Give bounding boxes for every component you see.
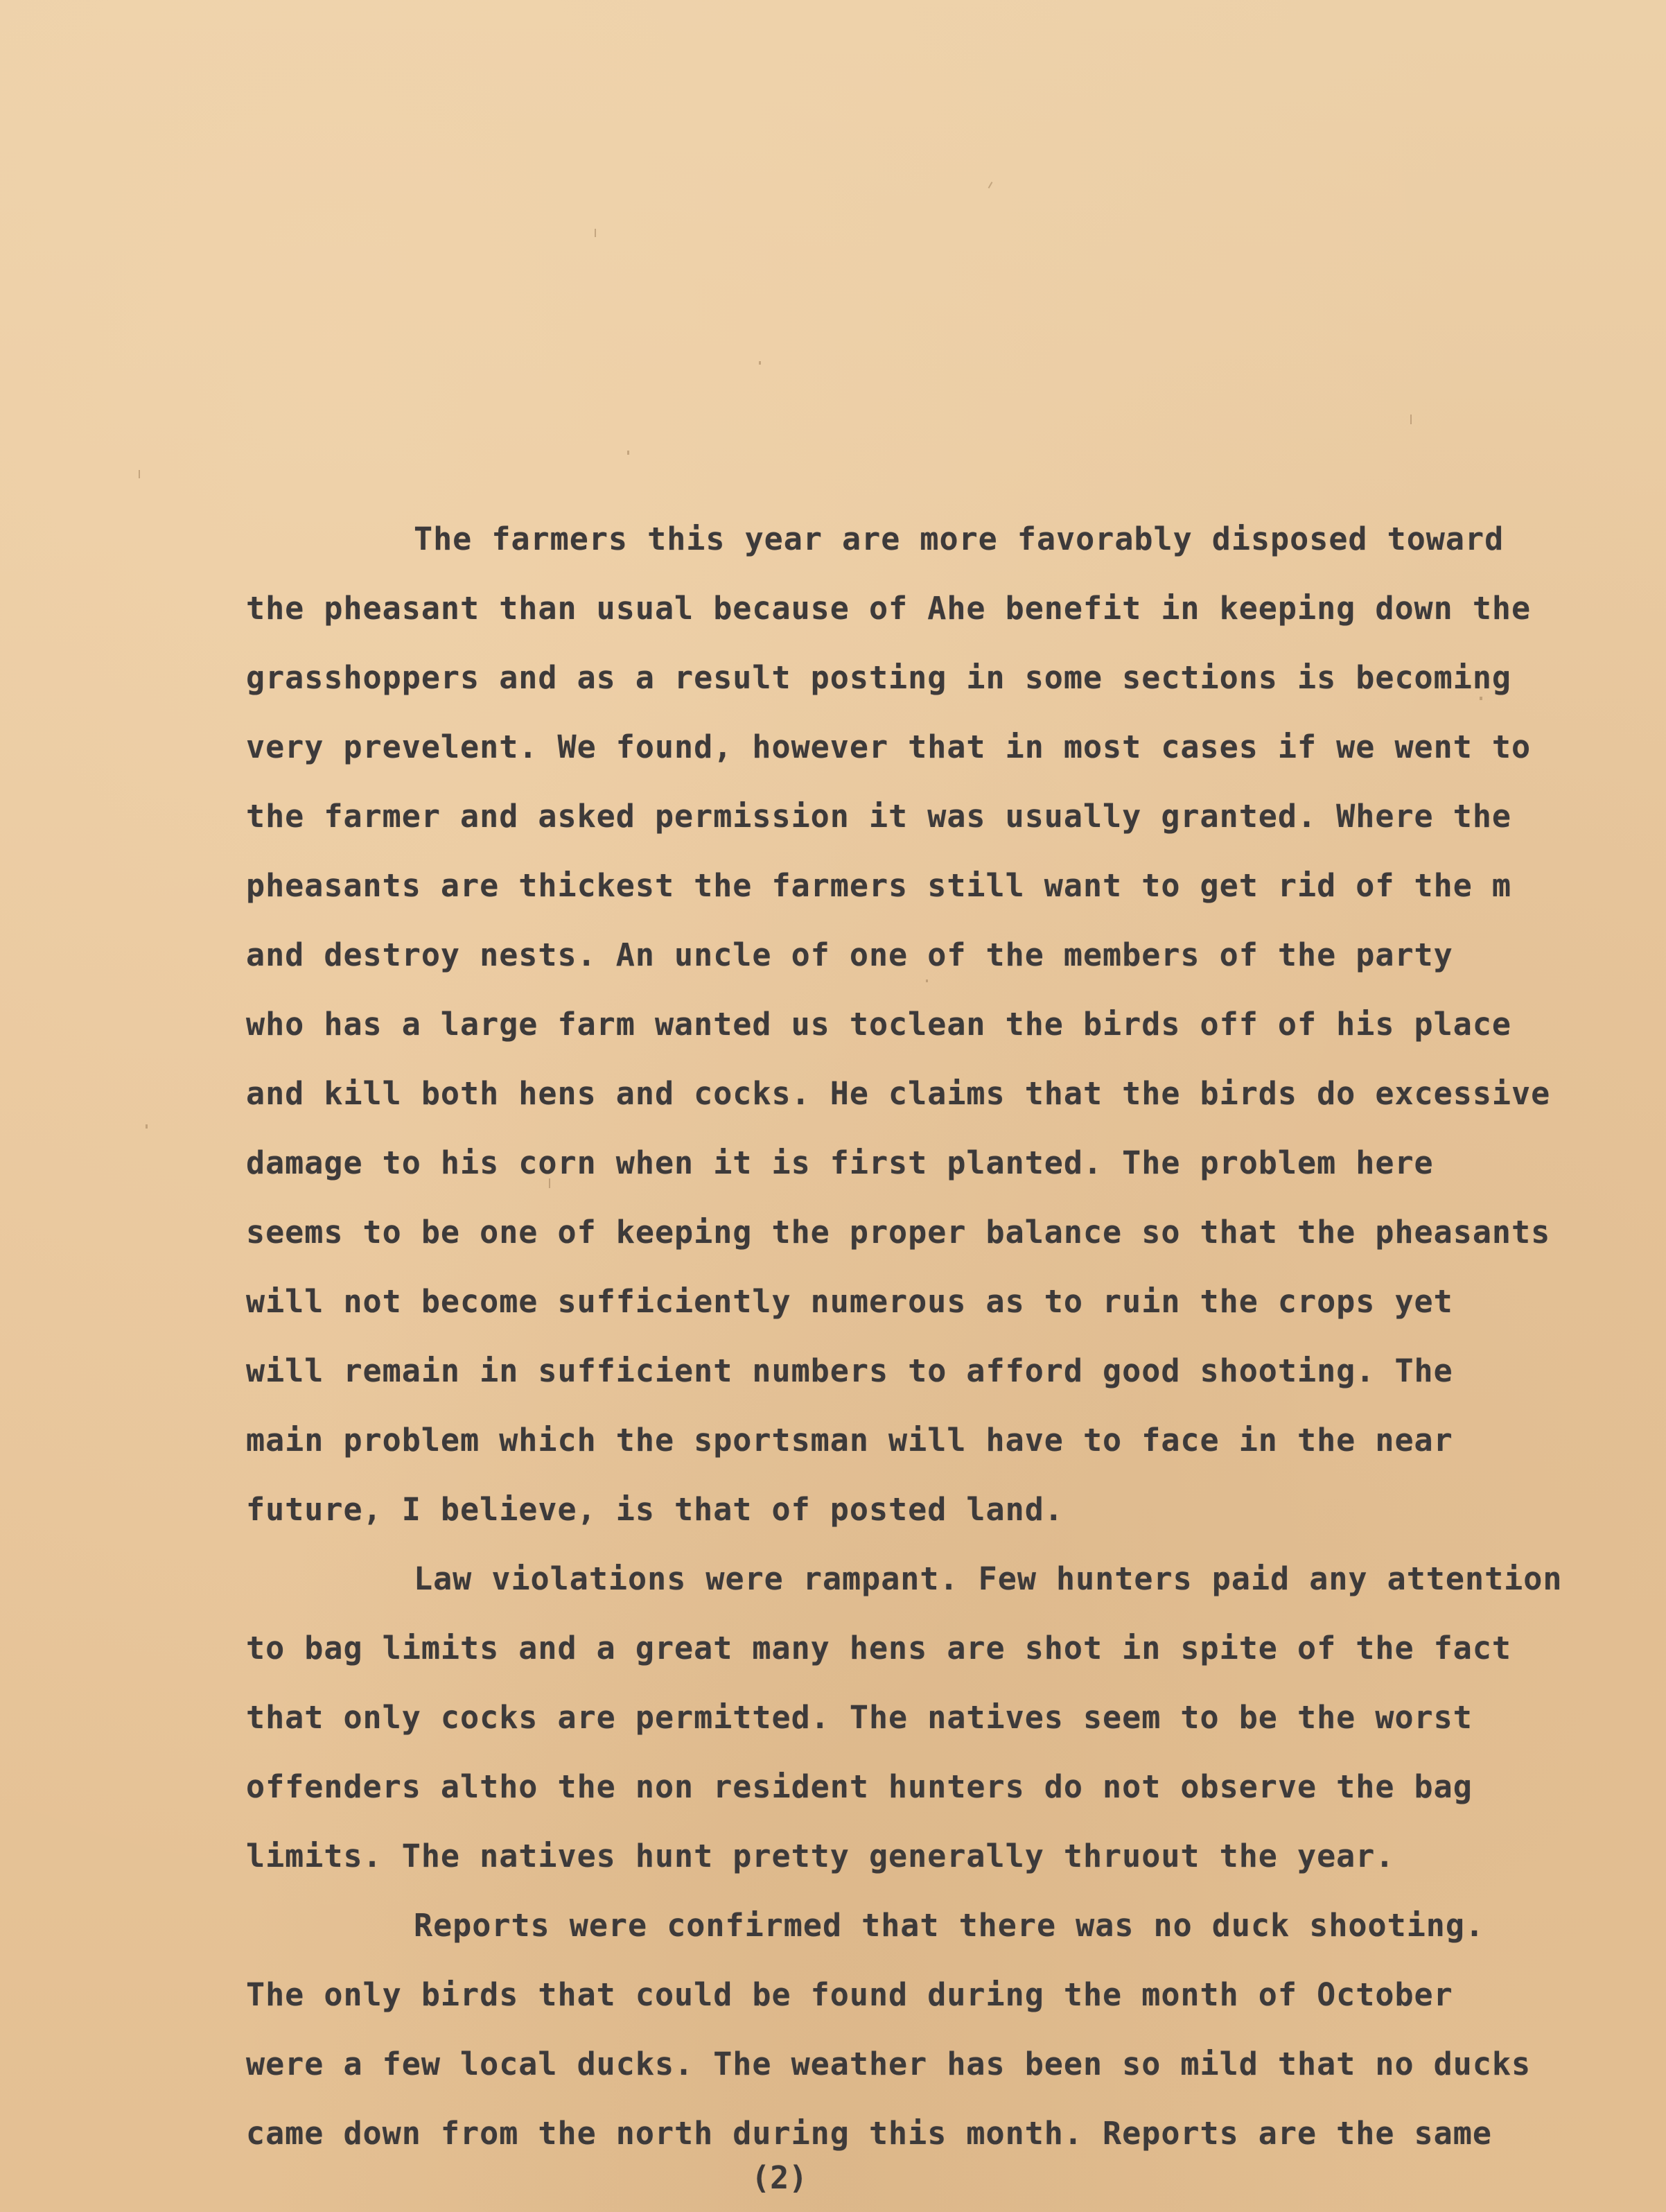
text-line: came down from the north during this month. Reports are the same xyxy=(246,2115,1492,2152)
text-line: and destroy nests. An uncle of one of the members of the party xyxy=(246,937,1453,973)
paragraph xyxy=(246,1891,1639,2168)
text-line: The only birds that could be found during the month of October xyxy=(246,1976,1453,2013)
typed-text-body xyxy=(246,505,1639,2168)
text-line: offenders altho the non resident hunters do not observe the bag xyxy=(246,1768,1473,1805)
paper-speck xyxy=(139,470,140,478)
text-line: the pheasant than usual because of Ahe benefit in keeping down the xyxy=(246,590,1532,627)
text-line: seems to be one of keeping the proper balance so that the pheasants xyxy=(246,1214,1551,1251)
text-line: who has a large farm wanted us toclean the birds off of his place xyxy=(246,1006,1511,1043)
text-line: were a few local ducks. The weather has been so mild that no ducks xyxy=(246,2046,1532,2082)
paper-speck xyxy=(759,361,761,365)
text-line: main problem which the sportsman will have to face in the near xyxy=(246,1422,1453,1458)
text-line: damage to his corn when it is first planted. The problem here xyxy=(246,1144,1434,1181)
paper-speck xyxy=(988,182,993,189)
paragraph xyxy=(246,505,1639,1544)
page-number: (2) xyxy=(751,2159,808,2196)
text-line: The farmers this year are more favorably disposed toward xyxy=(414,521,1505,557)
paper-speck xyxy=(595,229,596,237)
paper-speck xyxy=(146,1124,148,1129)
text-line: limits. The natives hunt pretty generally thruout the year. xyxy=(246,1838,1395,1874)
text-line: and kill both hens and cocks. He claims that the birds do excessive xyxy=(246,1075,1551,1112)
text-line: to bag limits and a great many hens are shot in spite of the fact xyxy=(246,1630,1511,1666)
text-line: the farmer and asked permission it was usually granted. Where the xyxy=(246,798,1511,835)
paragraph xyxy=(246,1544,1639,1891)
text-line: very prevelent. We found, however that in most cases if we went to xyxy=(246,729,1532,765)
text-line: future, I believe, is that of posted land. xyxy=(246,1491,1064,1528)
text-line: that only cocks are permitted. The natives seem to be the worst xyxy=(246,1699,1473,1736)
text-line: grasshoppers and as a result posting in some sections is becoming xyxy=(246,659,1511,696)
paper-speck xyxy=(1410,415,1412,424)
text-line: Law violations were rampant. Few hunters paid any attention xyxy=(414,1560,1563,1597)
text-line: will remain in sufficient numbers to afford good shooting. The xyxy=(246,1352,1453,1389)
paper-speck xyxy=(627,451,629,455)
text-line: Reports were confirmed that there was no duck shooting. xyxy=(414,1907,1485,1944)
text-line: will not become sufficiently numerous as to ruin the crops yet xyxy=(246,1283,1453,1320)
text-line: pheasants are thickest the farmers still want to get rid of the m xyxy=(246,867,1511,904)
